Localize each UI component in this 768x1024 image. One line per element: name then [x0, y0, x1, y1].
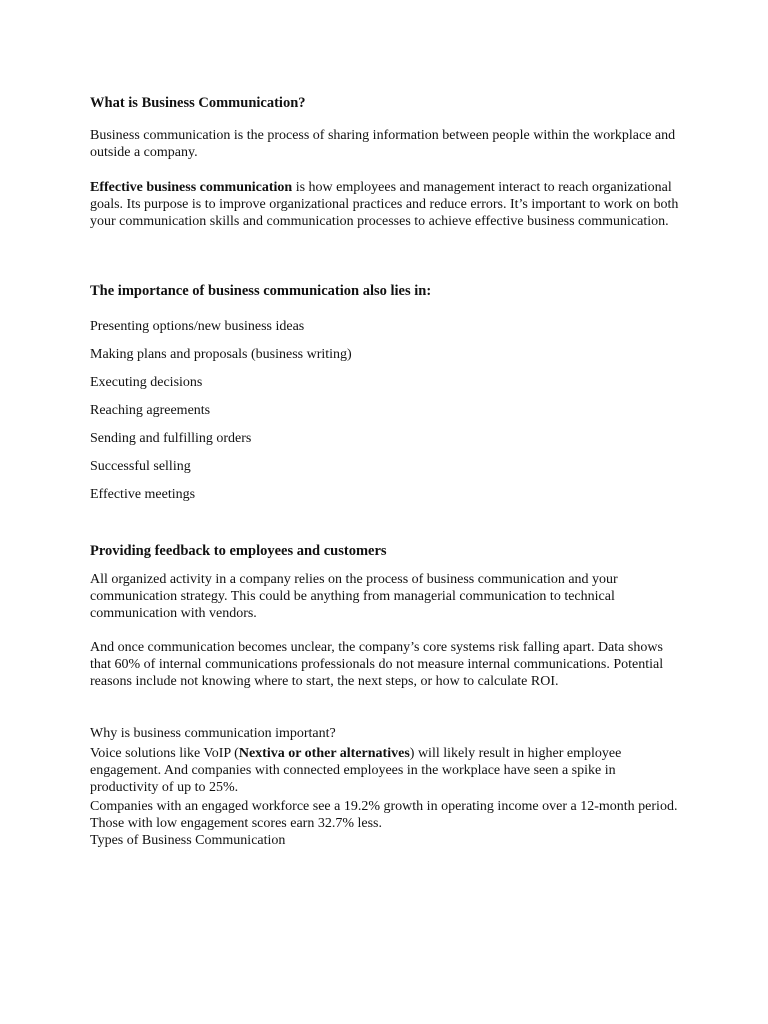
list-item: Making plans and proposals (business writing) — [90, 347, 352, 362]
list-item: Reaching agreements — [90, 403, 211, 418]
voice-text-end: ) will likely result in higher employee engagement. And companies with connected employees in the workplace have seen a spike in productivity of up to 25%. — [90, 746, 622, 795]
list-item: Successful selling — [90, 459, 191, 474]
line-types-of-business-communication: Types of Business Communication — [90, 833, 286, 848]
paragraph-effective-communication-text: is how employees and management interact to reach organizational goals. Its purpose is to improve organizational practices and reduce errors. It’s important to work on both your communication skills and communication processes to achieve effective business communication. — [90, 180, 679, 229]
bold-effective-business-communication: Effective business communication — [90, 180, 293, 195]
paragraph-effective-communication — [90, 179, 680, 230]
voice-text-start: Voice solutions like VoIP ( — [90, 746, 239, 761]
heading-providing-feedback: Providing feedback to employees and customers — [90, 543, 387, 559]
paragraph-organized-activity: All organized activity in a company relies on the process of business communication and your communication strategy. This could be anything from managerial communication to technical communication with vendors. — [90, 572, 618, 621]
list-item: Executing decisions — [90, 375, 203, 390]
question-why-important: Why is business communication important? — [90, 726, 336, 741]
bold-nextiva: Nextiva or other alternatives — [238, 746, 410, 761]
list-item: Effective meetings — [90, 487, 196, 502]
paragraph-definition: Business communication is the process of sharing information between people within the workplace and outside a company. — [90, 128, 676, 160]
heading-what-is-business-communication: What is Business Communication? — [90, 95, 306, 111]
list-item: Sending and fulfilling orders — [90, 431, 252, 446]
list-item: Presenting options/new business ideas — [90, 319, 305, 334]
paragraph-communication-unclear: And once communication becomes unclear, the company’s core systems risk falling apart. Data shows that 60% of internal communications professionals do not measure internal communications. Potential reasons include not knowing where to start, the next steps, or how to calculate ROI. — [90, 640, 664, 689]
heading-importance: The importance of business communication also lies in: — [90, 283, 432, 299]
paragraph-engaged-workforce: Companies with an engaged workforce see a 19.2% growth in operating income over a 12-month period. Those with low engagement scores earn 32.7% less. — [90, 799, 678, 831]
paragraph-voice-solutions — [90, 745, 680, 796]
